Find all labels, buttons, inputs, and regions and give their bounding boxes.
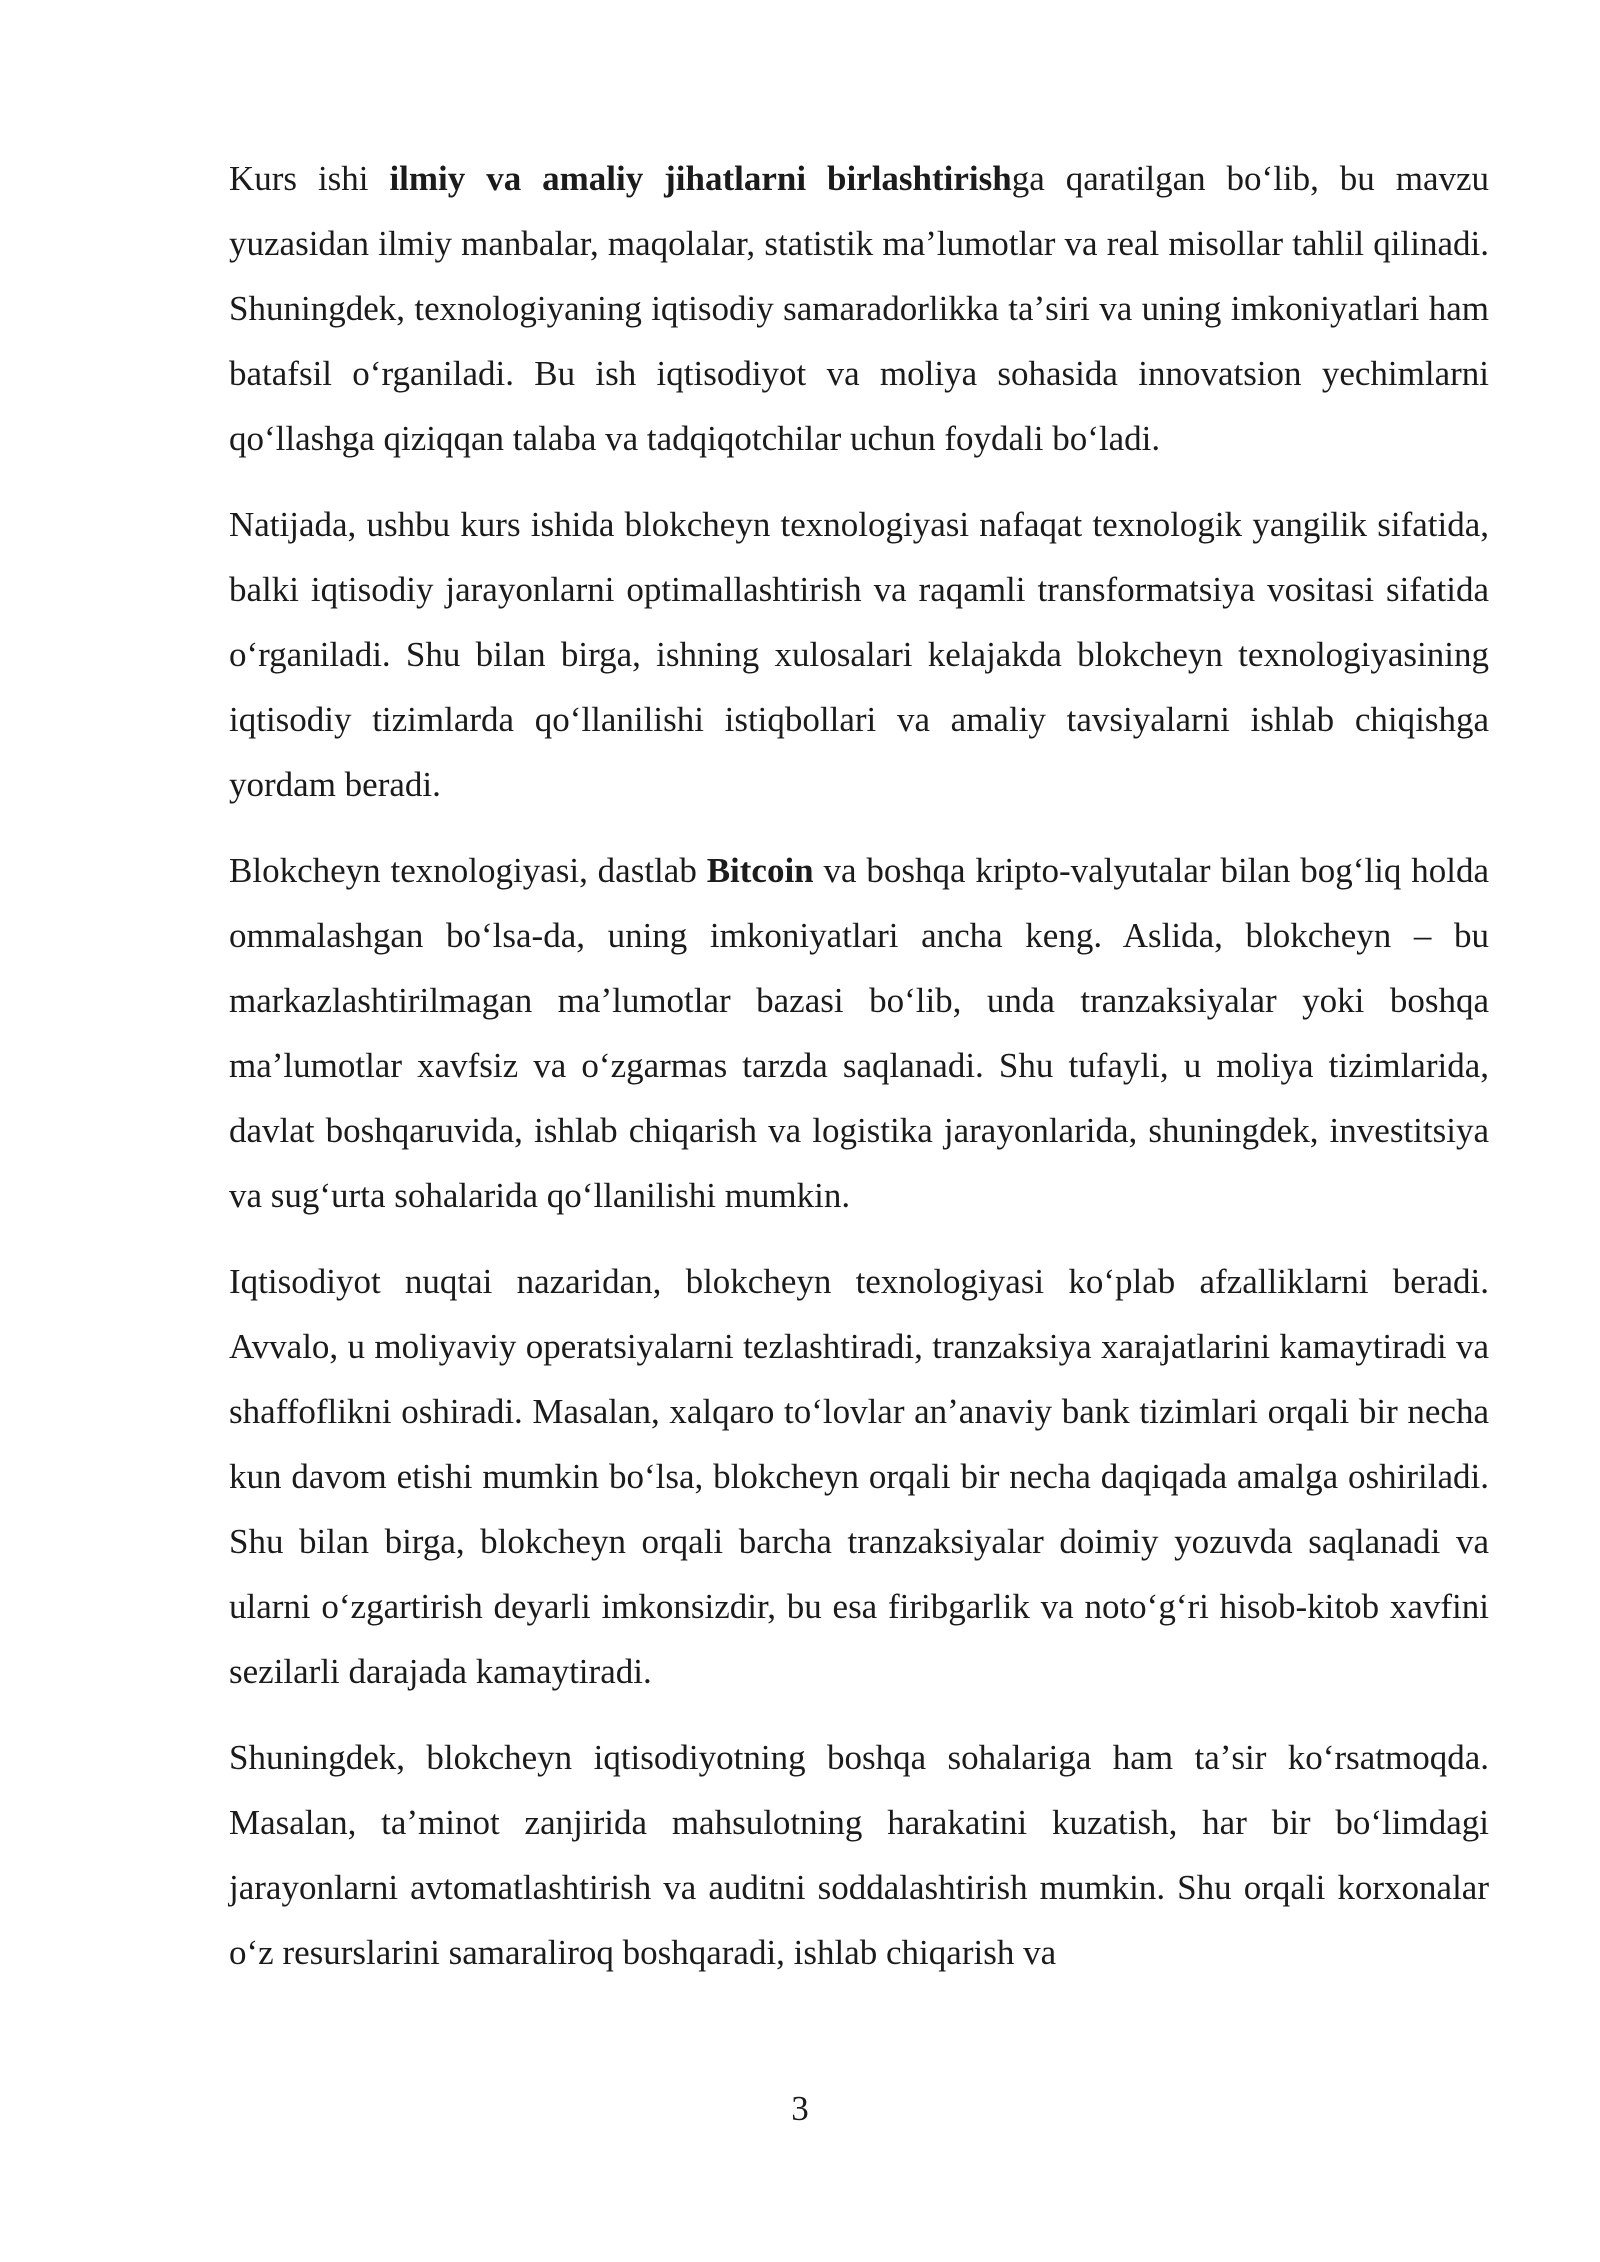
page-number: 3 (791, 2089, 809, 2128)
bold-text-segment: Bitcoin (706, 851, 814, 890)
text-segment: Natijada, ushbu kurs ishida blokcheyn texnologiyasi nafaqat texnologik yangilik sifatida, balki iqtisodiy jarayonlarni optimallashtirish va raqamli transformatsiya vositasi sifatida oʻrganiladi. Shu bilan birga, ishning xulosalari kelajakda blokcheyn texnologiyasining iqtisodiy tizimlarda qoʻllanilishi istiqbollari va amaliy tavsiyalarni ishlab chiqishga yordam beradi. (229, 505, 1489, 804)
text-segment: ga qaratilgan boʻlib, bu mavzu yuzasidan ilmiy manbalar, maqolalar, statistik maʼlumotlar va real misollar tahlil qilinadi. Shuningdek, texnologiyaning iqtisodiy samaradorlikka taʼsiri va uning imkoniyatlari ham batafsil oʻrganiladi. Bu ish iqtisodiyot va moliya sohasida innovatsion yechimlarni qoʻllashga qiziqqan talaba va tadqiqotchilar uchun foydali boʻladi. (229, 159, 1490, 458)
text-segment: Blokcheyn texnologiyasi, dastlab (229, 851, 707, 890)
paragraph-other-sectors (229, 1725, 1489, 1985)
text-segment: Shuningdek, blokcheyn iqtisodiyotning boshqa sohalariga ham taʼsir koʻrsatmoqda. Masalan, taʼminot zanjirida mahsulotning harakatini kuzatish, har bir boʻlimdagi jarayonlarni avtomatlashtirish va auditni soddalashtirish mumkin. Shu orqali korxonalar oʻz resurslarini samaraliroq boshqaradi, ishlab chiqarish va (229, 1738, 1489, 1972)
paragraph-conclusion (229, 492, 1489, 817)
paragraph-course-work-aim (229, 146, 1489, 471)
bold-text-segment: ilmiy va amaliy jihatlarni birlashtirish (389, 159, 1012, 198)
text-segment: Iqtisodiyot nuqtai nazaridan, blokcheyn texnologiyasi koʻplab afzalliklarni beradi. Avvalo, u moliyaviy operatsiyalarni tezlashtiradi, tranzaksiya xarajatlarini kamaytiradi va shaffoflikni oshiradi. Masalan, xalqaro toʻlovlar anʼanaviy bank tizimlari orqali bir necha kun davom etishi mumkin boʻlsa, blokcheyn orqali bir necha daqiqada amalga oshiriladi. Shu bilan birga, blokcheyn orqali barcha tranzaksiyalar doimiy yozuvda saqlanadi va ularni oʻzgartirish deyarli imkonsizdir, bu esa firibgarlik va notoʻgʻri hisob-kitob xavfini sezilarli darajada kamaytiradi. (229, 1262, 1489, 1691)
text-segment: Kurs ishi (229, 159, 390, 198)
body-text (229, 146, 1489, 2006)
paragraph-blockchain-definition (229, 838, 1489, 1228)
text-segment: va boshqa kripto-valyutalar bilan bogʻliq holda ommalashgan boʻlsa-da, uning imkoniyatlari ancha keng. Aslida, blokcheyn – bu markazlashtirilmagan maʼlumotlar bazasi boʻlib, unda tranzaksiyalar yoki boshqa maʼlumotlar xavfsiz va oʻzgarmas tarzda saqlanadi. Shu tufayli, u moliya tizimlarida, davlat boshqaruvida, ishlab chiqarish va logistika jarayonlarida, shuningdek, investitsiya va sugʻurta sohalarida qoʻllanilishi mumkin. (229, 851, 1489, 1215)
paragraph-economic-advantages (229, 1249, 1489, 1704)
